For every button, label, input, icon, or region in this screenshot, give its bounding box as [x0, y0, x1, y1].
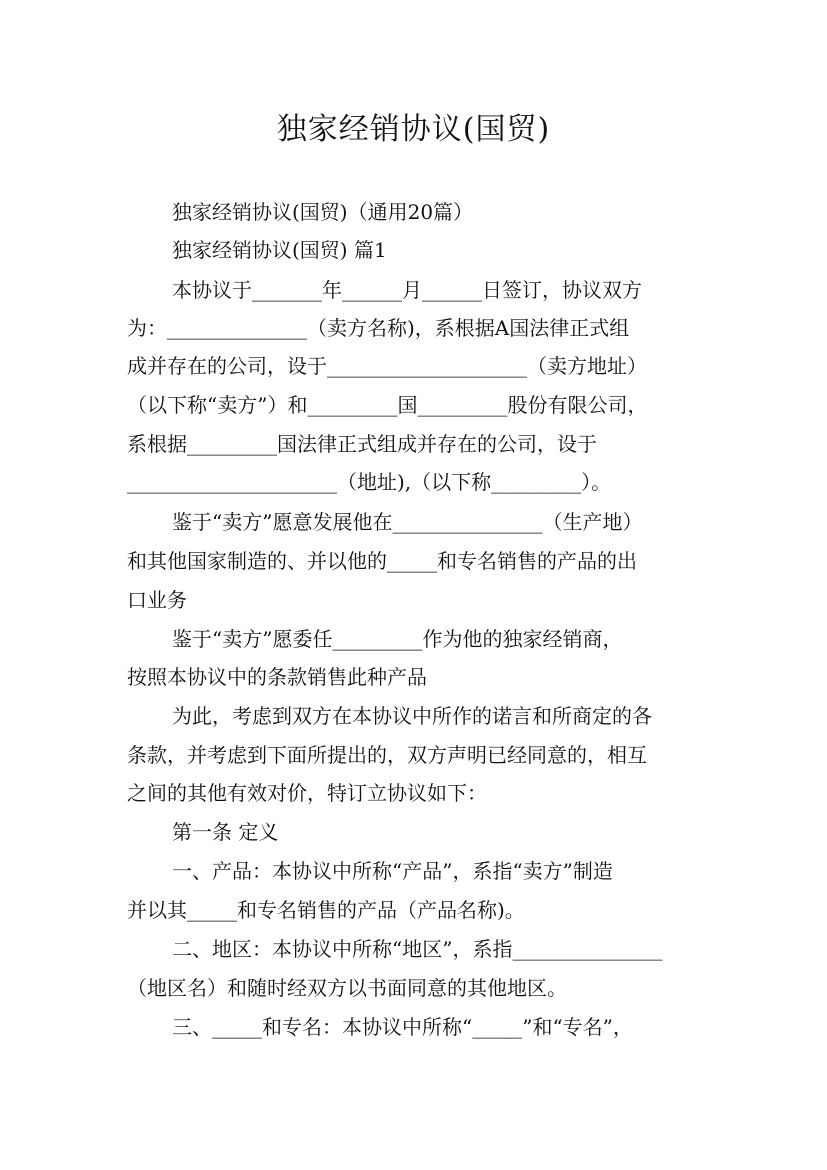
paragraph-line: 鉴于“卖方”愿意发展他在_______________（生产地） — [172, 510, 643, 534]
paragraph-line: 之间的其他有效对价，特订立协议如下： — [127, 781, 487, 805]
paragraph-line: 为此，考虑到双方在本协议中所作的诺言和所商定的各 — [172, 704, 652, 728]
paragraph-line: （地区名）和随时经双方以书面同意的其他地区。 — [127, 976, 567, 1000]
paragraph-line: 二、地区：本协议中所称“地区”，系指_______________ — [172, 937, 663, 961]
subtitle-line: 独家经销协议(国贸)（通用20篇） — [172, 200, 474, 224]
paragraph-line: 条款，并考虑到下面所提出的，双方声明已经同意的，相互 — [127, 743, 647, 767]
paragraph-line: 和其他国家制造的、并以他的_____和专名销售的产品的出 — [127, 549, 637, 573]
document-title: 独家经销协议(国贸) — [276, 112, 551, 147]
paragraph-line: 口业务 — [127, 588, 187, 612]
section-heading: 独家经销协议(国贸) 篇1 — [172, 238, 387, 262]
paragraph-line: 按照本协议中的条款销售此种产品 — [127, 665, 427, 689]
paragraph-line: 并以其_____和专名销售的产品（产品名称)。 — [127, 898, 525, 922]
paragraph-line: 成并存在的公司，设于____________________（卖方地址） — [127, 354, 647, 378]
paragraph-line: 一、产品：本协议中所称“产品”，系指“卖方”制造 — [172, 859, 613, 883]
paragraph-line: 三、_____和专名：本协议中所称“_____”和“专名”， — [172, 1015, 633, 1039]
paragraph-line: 鉴于“卖方”愿委任_________作为他的独家经销商， — [172, 627, 623, 651]
paragraph-line: 为：______________（卖方名称)，系根据A国法律正式组 — [127, 316, 630, 340]
paragraph-line: （以下称“卖方”）和_________国_________股份有限公司， — [127, 393, 648, 417]
paragraph-line: 系根据_________国法律正式组成并存在的公司，设于 — [127, 432, 597, 456]
paragraph-line: _____________________（地址),（以下称_________）。 — [127, 470, 612, 494]
paragraph-line: 本协议于_______年______月______日签订，协议双方 — [172, 278, 642, 302]
article-heading: 第一条 定义 — [172, 820, 279, 844]
